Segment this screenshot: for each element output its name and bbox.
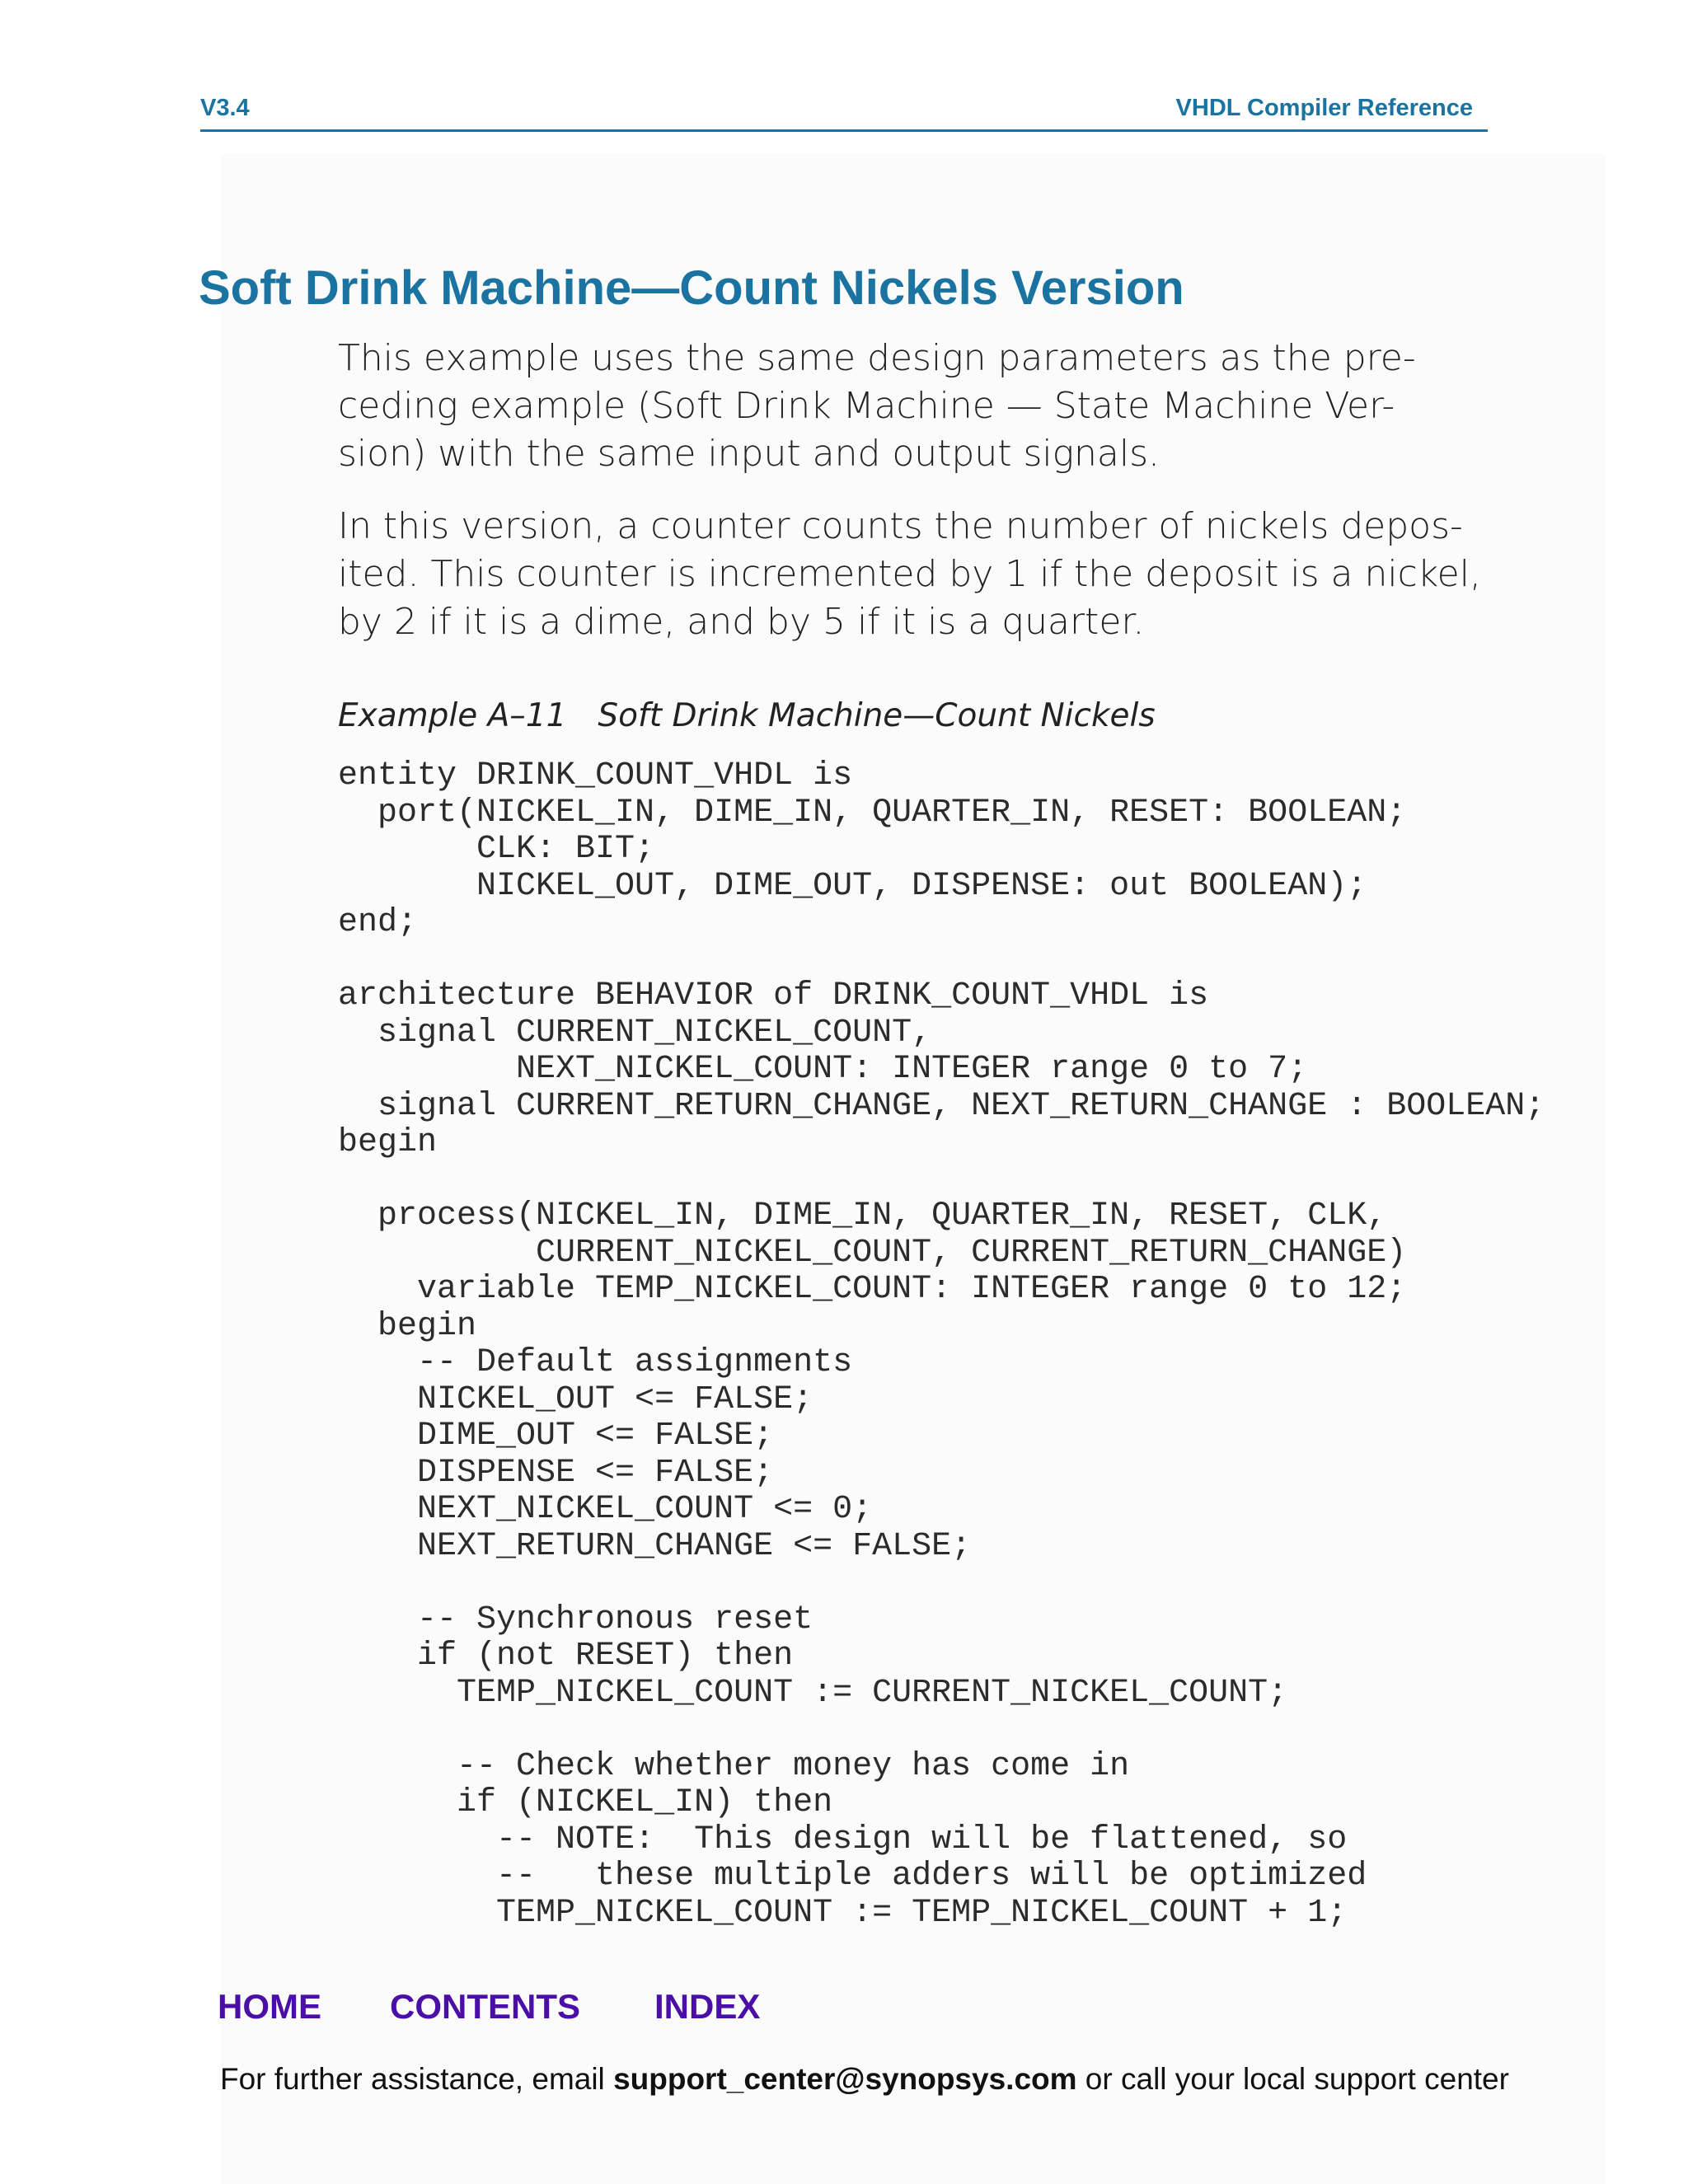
code-line: begin	[338, 1307, 477, 1345]
code-line	[338, 1162, 1545, 1199]
code-line: NEXT_NICKEL_COUNT <= 0;	[338, 1491, 873, 1528]
code-line: CLK: BIT;	[338, 831, 655, 868]
code-line: NICKEL_OUT, DIME_OUT, DISPENSE: out BOOLEAN);	[338, 867, 1367, 905]
code-line: -- NOTE: This design will be flattened, so	[338, 1821, 1348, 1858]
code-line	[338, 942, 1545, 979]
code-listing	[338, 758, 1545, 1932]
code-line: TEMP_NICKEL_COUNT := TEMP_NICKEL_COUNT + 1;	[338, 1894, 1348, 1932]
contents-link[interactable]: CONTENTS	[390, 1987, 580, 2026]
code-line: variable TEMP_NICKEL_COUNT: INTEGER range 0 to 12;	[338, 1271, 1407, 1308]
code-line: -- Default assignments	[338, 1344, 853, 1381]
counter-paragraph: In this version, a counter counts the number of nickels depos- ited. This counter is incremented by 1 if the deposit is a nickel, by 2 if it is a dime, and by 5 if it is a quarter.	[338, 505, 1481, 643]
code-line: TEMP_NICKEL_COUNT := CURRENT_NICKEL_COUNT;	[338, 1674, 1288, 1712]
code-line: if (not RESET) then	[338, 1638, 794, 1675]
code-line: NEXT_RETURN_CHANGE <= FALSE;	[338, 1527, 972, 1565]
footer-prefix: For further assistance, email	[220, 2062, 614, 2096]
version-label: V3.4	[200, 95, 250, 121]
support-footer	[220, 2062, 1509, 2097]
code-line: NEXT_NICKEL_COUNT: INTEGER range 0 to 7;	[338, 1051, 1308, 1088]
code-line: signal CURRENT_NICKEL_COUNT,	[338, 1014, 932, 1052]
code-line: NICKEL_OUT <= FALSE;	[338, 1380, 814, 1418]
code-line: signal CURRENT_RETURN_CHANGE, NEXT_RETURN_CHANGE : BOOLEAN;	[338, 1087, 1545, 1125]
code-line: end;	[338, 904, 418, 941]
code-line: architecture BEHAVIOR of DRINK_COUNT_VHDL is	[338, 977, 1209, 1015]
code-line: DIME_OUT <= FALSE;	[338, 1418, 774, 1455]
code-line: -- these multiple adders will be optimized	[338, 1858, 1367, 1895]
code-line: port(NICKEL_IN, DIME_IN, QUARTER_IN, RESET: BOOLEAN;	[338, 794, 1407, 832]
example-caption	[338, 697, 1156, 734]
code-line: if (NICKEL_IN) then	[338, 1784, 833, 1821]
code-line: begin	[338, 1124, 438, 1161]
document-title: VHDL Compiler Reference	[1175, 95, 1473, 121]
example-number: Example A–11	[338, 697, 567, 734]
code-line: entity DRINK_COUNT_VHDL is	[338, 757, 853, 794]
example-title: Soft Drink Machine—Count Nickels	[598, 697, 1156, 734]
intro-paragraph: This example uses the same design parameters as the pre- ceding example (Soft Drink Machine — State Machine Ver- sion) with the same input and output signals.	[338, 337, 1416, 475]
footer-suffix: or call your local support center	[1076, 2062, 1509, 2096]
code-line	[338, 1565, 1545, 1602]
code-line: -- Synchronous reset	[338, 1601, 814, 1638]
home-link[interactable]: HOME	[218, 1987, 321, 2026]
code-line: CURRENT_NICKEL_COUNT, CURRENT_RETURN_CHANGE)	[338, 1234, 1407, 1272]
support-email[interactable]: support_center@synopsys.com	[613, 2062, 1077, 2096]
code-line: DISPENSE <= FALSE;	[338, 1454, 774, 1492]
code-line: -- Check whether money has come in	[338, 1747, 1130, 1785]
code-line	[338, 1712, 1545, 1749]
code-line: process(NICKEL_IN, DIME_IN, QUARTER_IN, RESET, CLK,	[338, 1197, 1387, 1235]
section-title: Soft Drink Machine—Count Nickels Version	[199, 261, 1184, 315]
running-header	[200, 93, 1488, 132]
index-link[interactable]: INDEX	[654, 1987, 761, 2026]
